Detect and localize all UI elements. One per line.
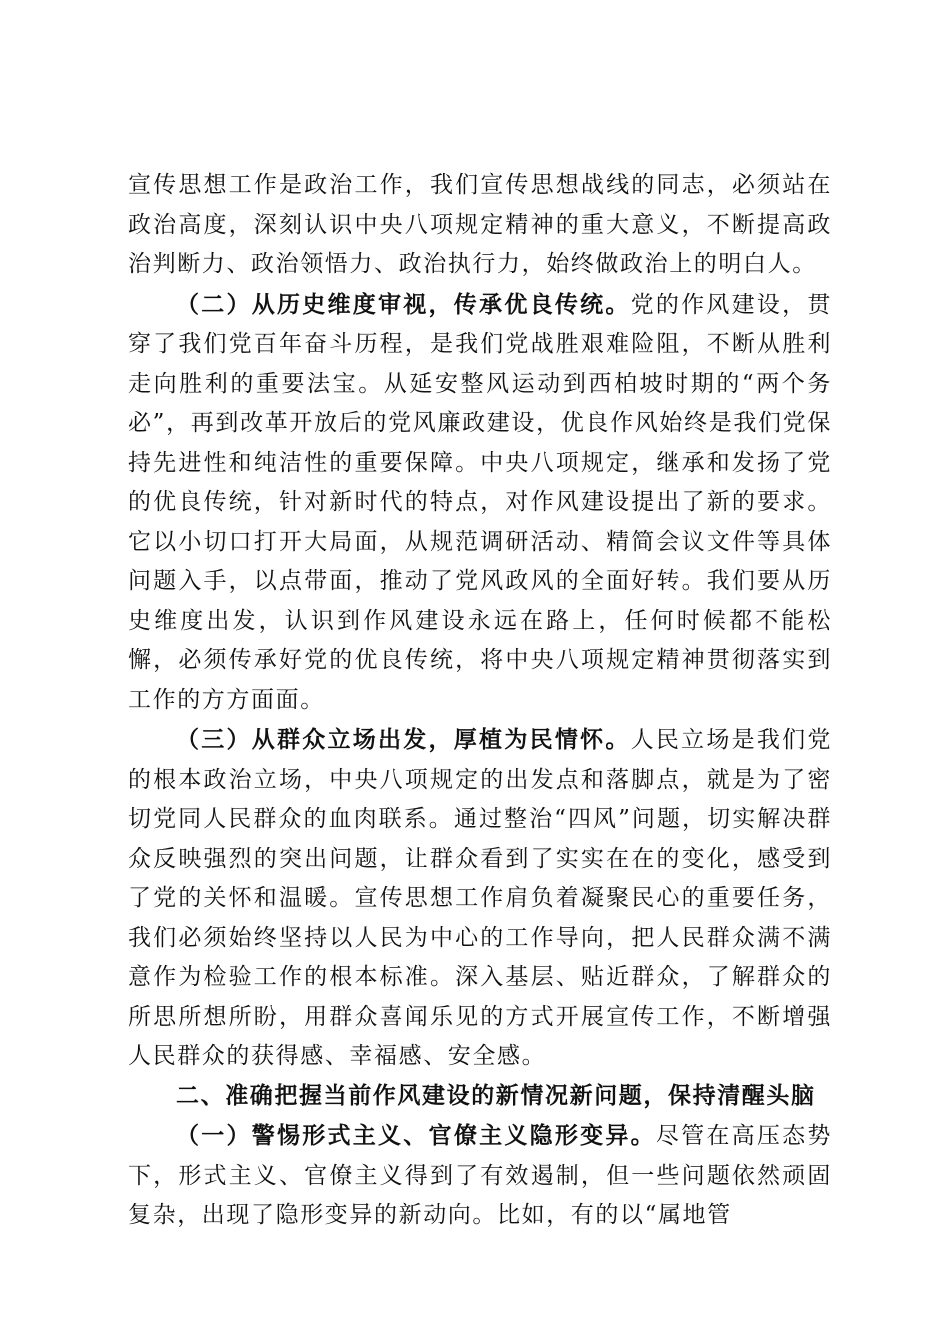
paragraph-text: 党的作风建设，贯穿了我们党百年奋斗历程，是我们党战胜艰难险阻，不断从胜利走向胜利的重要法宝。从延安整风运动到西柏坡时期的“两个务必”，再到改革开放后的党风廉政建设，优良作风始终是我们党保持先进性和纯洁性的重要保障。中央八项规定，继承和发扬了党的优良传统，针对新时代的特点，对作风建设提出了新的要求。它以小切口打开大局面，从规范调研活动、精简会议文件等具体问题入手，以点带面，推动了党风政风的全面好转。我们要从历史维度出发，认识到作风建设永远在路上，任何时候都不能松懈，必须传承好党的优良传统，将中央八项规定精神贯彻落实到工作的方方面面。 bbox=[128, 291, 832, 713]
paragraph-text: 尽管在高压态势下，形式主义、官僚主义得到了有效遏制，但一些问题依然顽固复杂，出现了隐形变异的新动向。比如，有的以“属地管 bbox=[128, 1123, 832, 1228]
subsection-paragraph-4 bbox=[128, 1116, 832, 1236]
subsection-paragraph-3 bbox=[128, 720, 832, 1077]
paragraph-text: 宣传思想工作是政治工作，我们宣传思想战线的同志，必须站在政治高度，深刻认识中央八项规定精神的重大意义，不断提高政治判断力、政治领悟力、政治执行力，始终做政治上的明白人。 bbox=[128, 172, 832, 277]
subsection-lead-3: （三）从群众立场出发，厚植为民情怀。 bbox=[176, 726, 631, 753]
subsection-lead-4: （一）警惕形式主义、官僚主义隐形变异。 bbox=[176, 1122, 656, 1149]
body-paragraph bbox=[128, 166, 832, 285]
subsection-lead-2: （二）从历史维度审视，传承优良传统。 bbox=[176, 290, 631, 318]
document-page bbox=[128, 166, 832, 1236]
section-heading-2: 二、准确把握当前作风建设的新情况新问题，保持清醒头脑 bbox=[176, 1082, 816, 1109]
paragraph-text: 人民立场是我们党的根本政治立场，中央八项规定的出发点和落脚点，就是为了密切党同人民群众的血肉联系。通过整治“四风”问题，切实解决群众反映强烈的突出问题，让群众看到了实实在在的变化，感受到了党的关怀和温暖。宣传思想工作肩负着凝聚民心的重要任务，我们必须始终坚持以人民为中心的工作导向，把人民群众满不满意作为检验工作的根本标准。深入基层、贴近群众，了解群众的所思所想所盼，用群众喜闻乐见的方式开展宣传工作，不断增强人民群众的获得感、幸福感、安全感。 bbox=[128, 727, 832, 1069]
subsection-paragraph-2 bbox=[128, 285, 832, 721]
